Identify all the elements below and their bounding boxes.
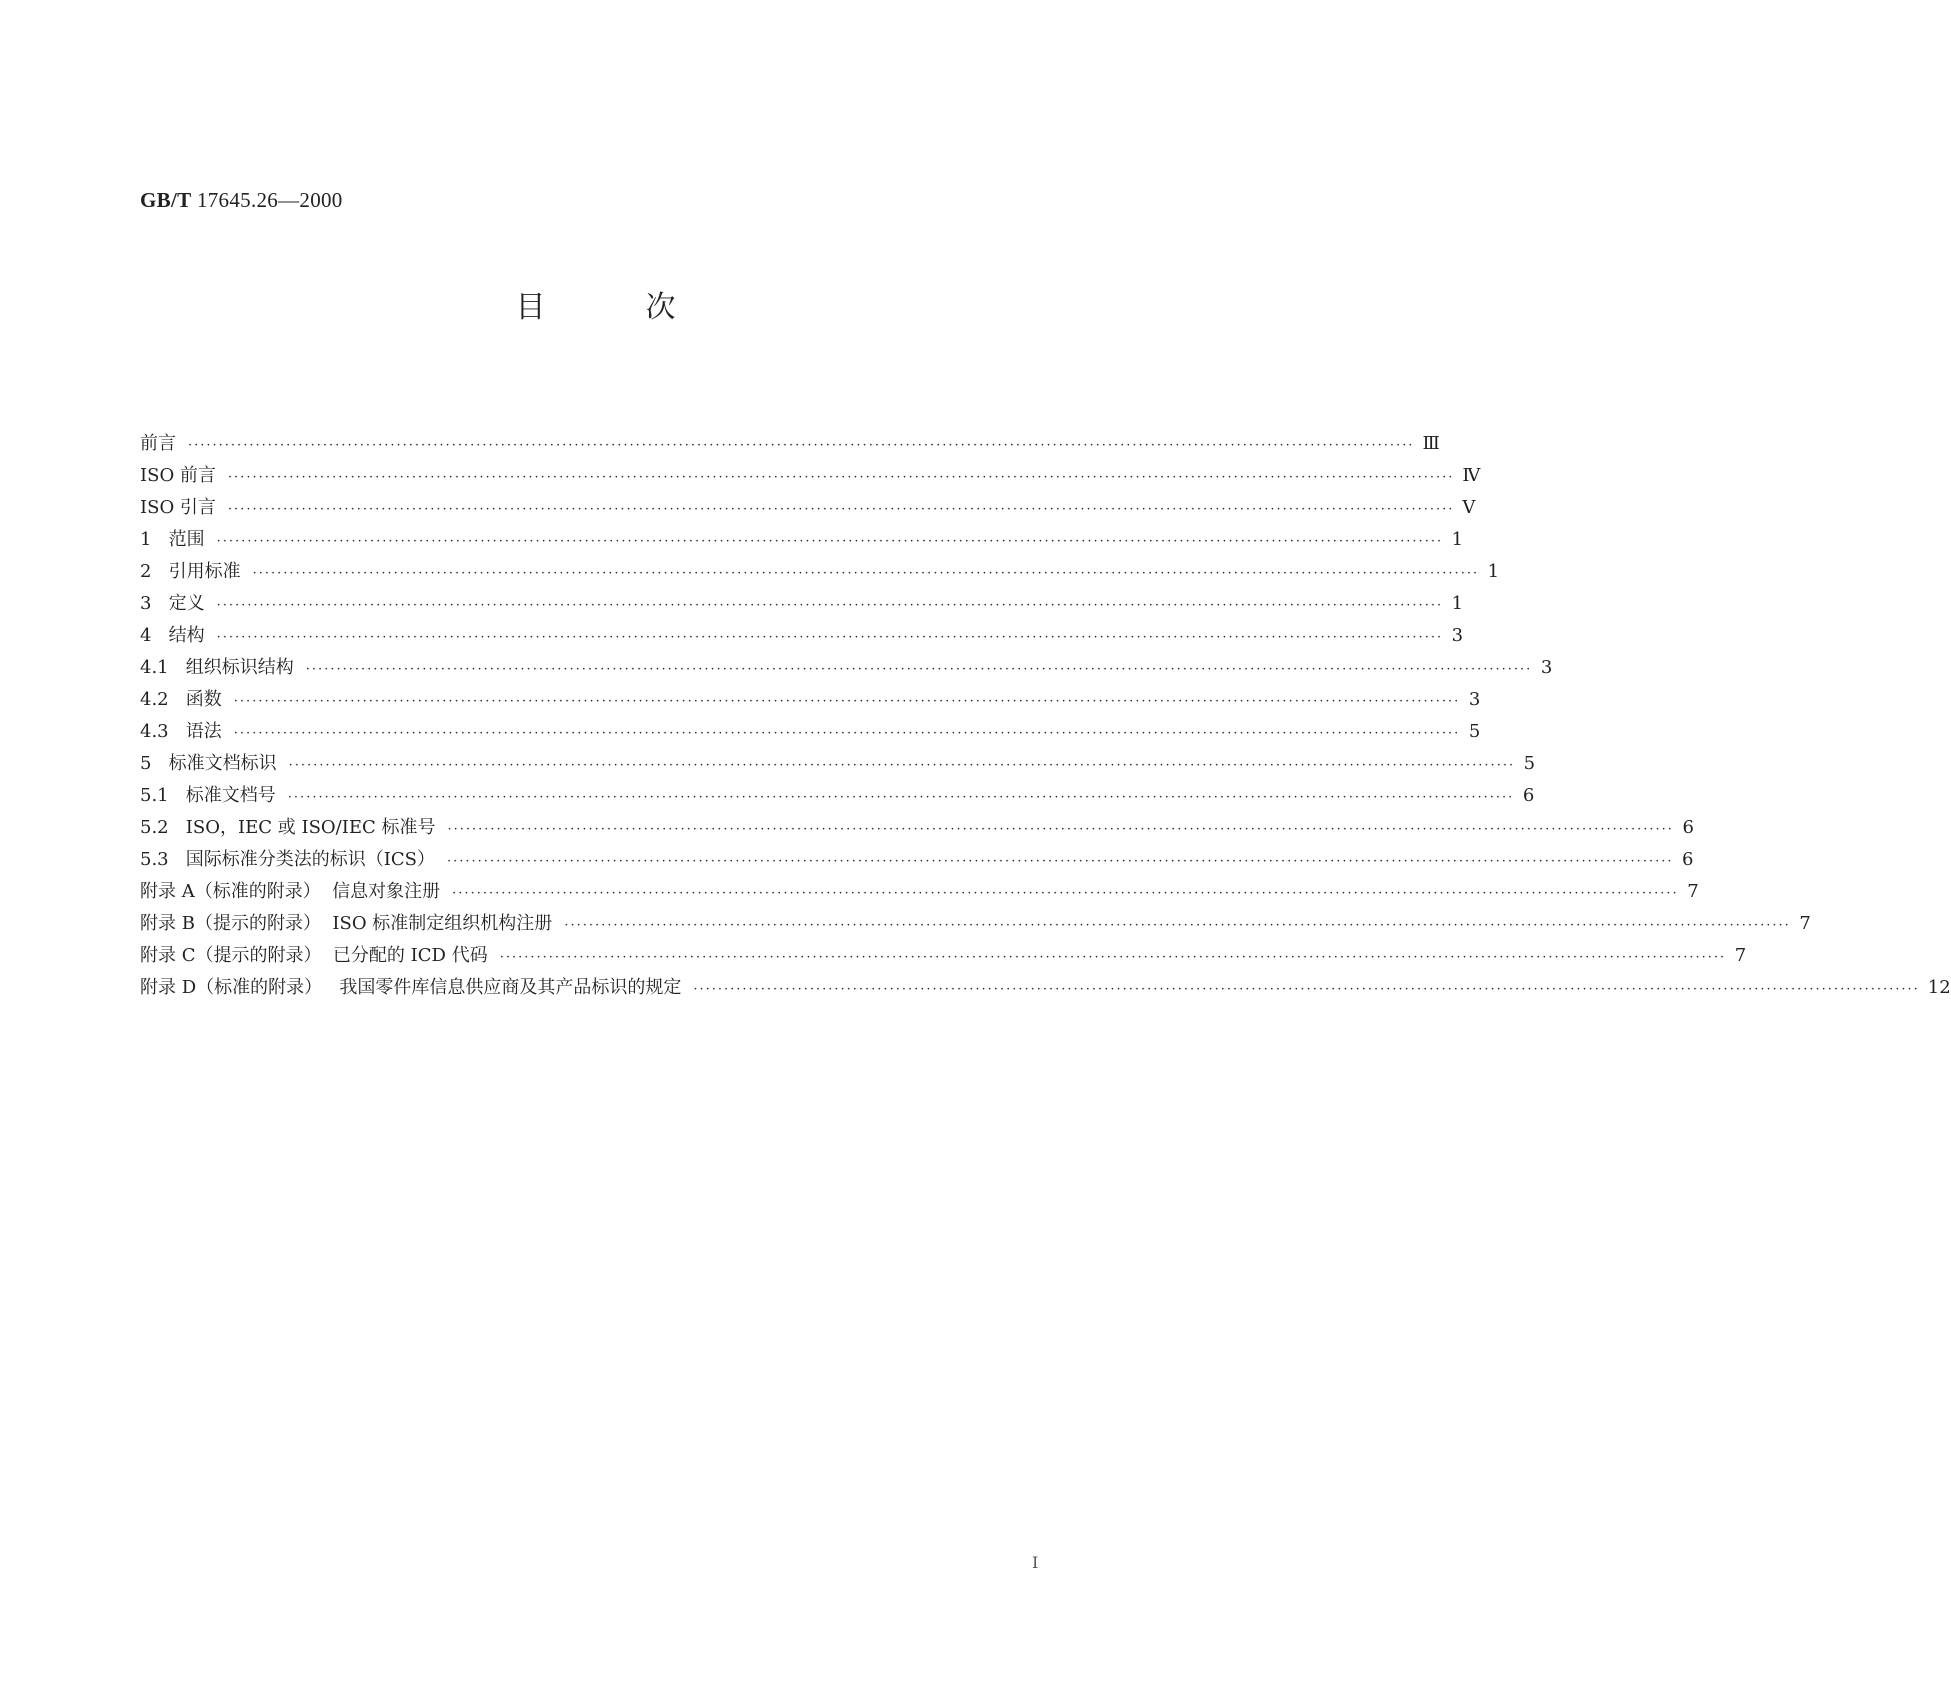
toc-entry-page: 1 xyxy=(1451,529,1464,550)
dot-leader: ········································································································································································································ xyxy=(216,630,1444,645)
toc-entry-page: 1 xyxy=(1451,593,1464,614)
toc-entry-page: 1 xyxy=(1487,561,1500,582)
toc-entry-page: 7 xyxy=(1734,945,1747,966)
toc-entry-label: 5.1 标准文档号 xyxy=(140,785,276,806)
dot-leader: ········································································································································································································ xyxy=(188,438,1415,453)
toc-entry-label: 4.3 语法 xyxy=(140,721,222,742)
toc-entry-page: 3 xyxy=(1451,625,1464,646)
document-code xyxy=(140,188,343,213)
toc-entry-label: 4.2 函数 xyxy=(140,689,222,710)
toc-entry[interactable] xyxy=(140,940,1747,972)
dot-leader: ········································································································································································································ xyxy=(216,598,1444,613)
dot-leader: ········································································································································································································ xyxy=(287,790,1515,805)
dot-leader: ········································································································································································································ xyxy=(233,694,1461,709)
toc-entry[interactable] xyxy=(140,844,1694,876)
toc-entry-label: 5.3 国际标准分类法的标识（ICS） xyxy=(140,849,436,870)
dot-leader: ········································································································································································································ xyxy=(227,502,1455,517)
toc-entry-page: 5 xyxy=(1523,753,1536,774)
dot-leader: ········································································································································································································ xyxy=(305,662,1533,677)
dot-leader: ········································································································································································································ xyxy=(233,726,1461,741)
toc-entry[interactable] xyxy=(140,588,1464,620)
dot-leader: ········································································································································································································ xyxy=(252,566,1480,581)
toc-entry-page: 3 xyxy=(1540,657,1553,678)
toc-entry-page: 7 xyxy=(1799,913,1811,934)
dot-leader: ········································································································································································································ xyxy=(227,470,1455,485)
dot-leader: ········································································································································································································ xyxy=(452,886,1679,901)
toc-entry-page: 6 xyxy=(1522,785,1535,806)
dot-leader: ········································································································································································································ xyxy=(499,950,1727,965)
toc-entry[interactable] xyxy=(140,652,1553,684)
toc-entry-page: 6 xyxy=(1682,817,1694,838)
toc-entry[interactable] xyxy=(140,716,1481,748)
toc-entry[interactable] xyxy=(140,460,1481,492)
toc-entry[interactable] xyxy=(140,556,1500,588)
toc-entry-label: 附录 D（标准的附录） 我国零件库信息供应商及其产品标识的规定 xyxy=(140,977,682,998)
toc-entry-page: Ⅴ xyxy=(1462,497,1476,518)
toc-entry[interactable] xyxy=(140,908,1811,940)
toc-entry-page: Ⅲ xyxy=(1422,433,1440,454)
dot-leader: ········································································································································································································ xyxy=(693,982,1920,997)
toc-entry[interactable] xyxy=(140,620,1464,652)
standard-prefix: GB/T xyxy=(140,188,192,212)
toc-entry-label: 附录 C（提示的附录） 已分配的 ICD 代码 xyxy=(140,945,488,966)
toc-entry-label: 附录 A（标准的附录） 信息对象注册 xyxy=(140,881,441,902)
toc-entry-page: Ⅳ xyxy=(1462,465,1481,486)
page-title xyxy=(0,282,1191,326)
toc-entry[interactable] xyxy=(140,876,1699,908)
toc-entry[interactable] xyxy=(140,748,1536,780)
title-char-1: 目 xyxy=(515,290,546,325)
title-char-2: 次 xyxy=(645,290,676,325)
toc-entry-label: 前言 xyxy=(140,433,176,454)
toc-entry-label: 附录 B（提示的附录） ISO 标准制定组织机构注册 xyxy=(140,913,553,934)
toc-entry[interactable] xyxy=(140,812,1694,844)
toc-entry-label: 2 引用标准 xyxy=(140,561,241,582)
toc-entry-label: 4 结构 xyxy=(140,625,205,646)
toc-entry-page: 7 xyxy=(1687,881,1699,902)
toc-entry-label: 5.2 ISO，IEC 或 ISO/IEC 标准号 xyxy=(140,817,436,838)
toc-entry-label: 5 标准文档标识 xyxy=(140,753,277,774)
toc-entry[interactable] xyxy=(140,428,1440,460)
toc-entry[interactable] xyxy=(140,780,1535,812)
toc-entry-page: 12 xyxy=(1927,977,1951,998)
toc-entry[interactable] xyxy=(140,684,1481,716)
toc-entry-page: 5 xyxy=(1468,721,1481,742)
standard-number: 17645.26—2000 xyxy=(191,188,343,212)
toc-entry-label: ISO 前言 xyxy=(140,465,216,486)
toc-entry-page: 3 xyxy=(1468,689,1481,710)
toc-entry-label: 4.1 组织标识结构 xyxy=(140,657,294,678)
dot-leader: ········································································································································································································ xyxy=(216,534,1444,549)
toc-entry[interactable] xyxy=(140,492,1476,524)
dot-leader: ········································································································································································································ xyxy=(288,758,1516,773)
toc-entry[interactable] xyxy=(140,972,1951,1004)
page-number: Ⅰ xyxy=(1032,1553,1039,1572)
dot-leader: ········································································································································································································ xyxy=(564,918,1791,933)
table-of-contents xyxy=(140,428,1951,1004)
dot-leader: ········································································································································································································ xyxy=(447,822,1674,837)
toc-entry-label: 3 定义 xyxy=(140,593,205,614)
toc-entry[interactable] xyxy=(140,524,1464,556)
toc-entry-label: 1 范围 xyxy=(140,529,205,550)
toc-entry-page: 6 xyxy=(1682,849,1694,870)
toc-entry-label: ISO 引言 xyxy=(140,497,216,518)
dot-leader: ········································································································································································································ xyxy=(447,854,1674,869)
